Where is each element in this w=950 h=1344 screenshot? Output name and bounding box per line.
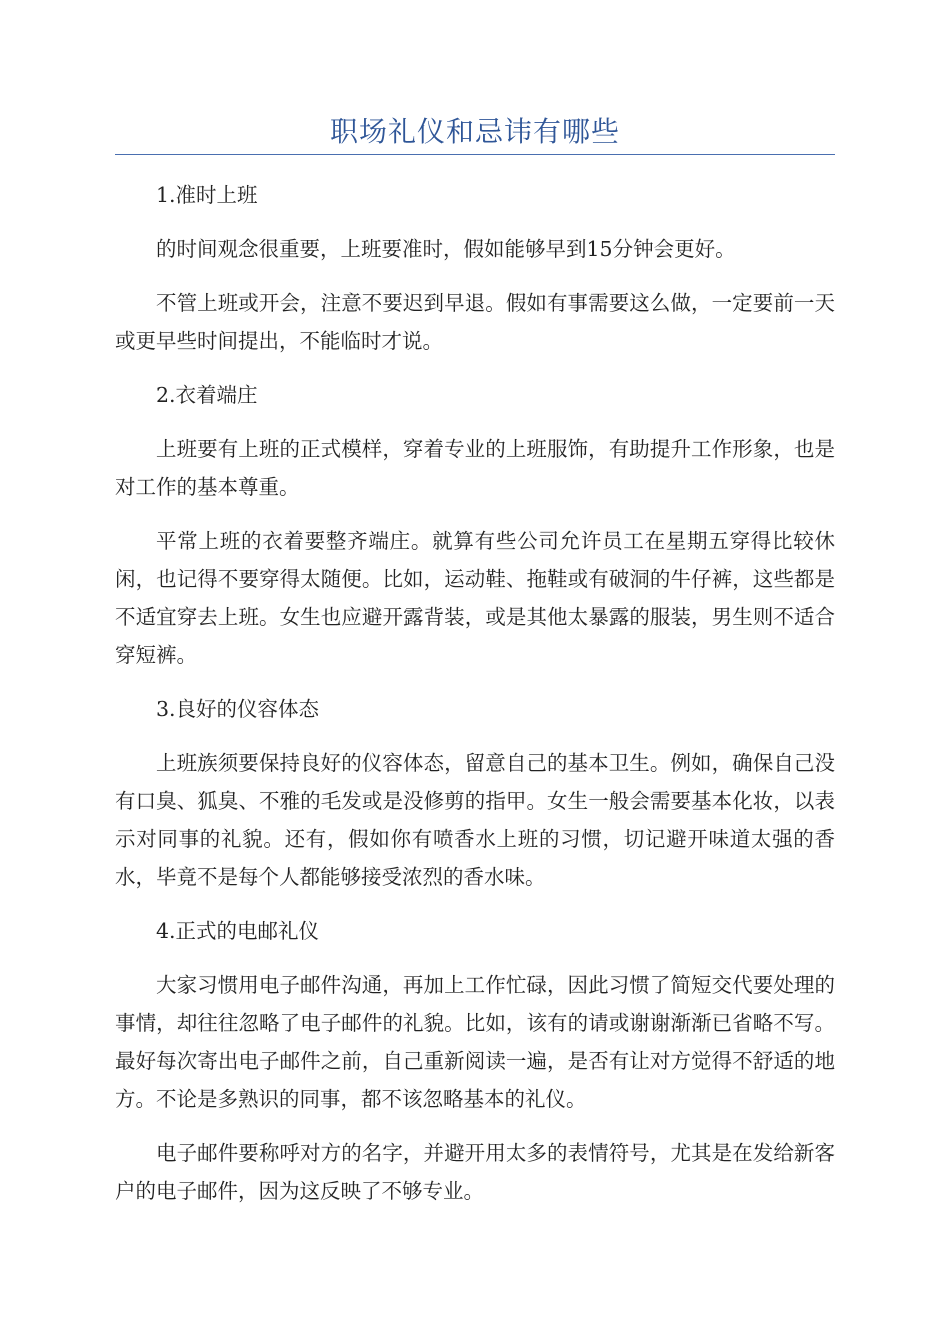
document-title: 职场礼仪和忌讳有哪些 [329, 115, 620, 148]
paragraph: 上班族须要保持良好的仪容体态，留意自己的基本卫生。例如，确保自己没有口臭、狐臭、不雅的毛发或是没修剪的指甲。女生一般会需要基本化妆，以表示对同事的礼貌。还有，假如你有喷香水上班的习惯，切记避开味道太强的香水，毕竟不是每个人都能够接受浓烈的香水味。 [115, 751, 835, 889]
paragraph: 电子邮件要称呼对方的名字，并避开用太多的表情符号，尤其是在发给新客户的电子邮件，因为这反映了不够专业。 [115, 1141, 835, 1203]
section-heading-1: 1.准时上班 [156, 183, 258, 207]
document-body [115, 176, 835, 1226]
paragraph: 大家习惯用电子邮件沟通，再加上工作忙碌，因此习惯了简短交代要处理的事情，却往往忽略了电子邮件的礼貌。比如，该有的请或谢谢渐渐已省略不写。最好每次寄出电子邮件之前，自己重新阅读一遍，是否有让对方觉得不舒适的地方。不论是多熟识的同事，都不该忽略基本的礼仪。 [115, 973, 835, 1111]
section-heading-4: 4.正式的电邮礼仪 [156, 919, 320, 943]
paragraph: 上班要有上班的正式模样，穿着专业的上班服饰，有助提升工作形象，也是对工作的基本尊重。 [115, 437, 835, 499]
paragraph: 不管上班或开会，注意不要迟到早退。假如有事需要这么做，一定要前一天或更早些时间提出，不能临时才说。 [115, 291, 835, 353]
section-heading-3: 3.良好的仪容体态 [156, 697, 320, 721]
section-heading-2: 2.衣着端庄 [156, 383, 258, 407]
paragraph: 的时间观念很重要，上班要准时，假如能够早到15分钟会更好。 [156, 237, 736, 261]
title-underline [115, 154, 835, 155]
paragraph: 平常上班的衣着要整齐端庄。就算有些公司允许员工在星期五穿得比较休闲，也记得不要穿得太随便。比如，运动鞋、拖鞋或有破洞的牛仔裤，这些都是不适宜穿去上班。女生也应避开露背装，或是其他太暴露的服装，男生则不适合穿短裤。 [115, 529, 835, 667]
